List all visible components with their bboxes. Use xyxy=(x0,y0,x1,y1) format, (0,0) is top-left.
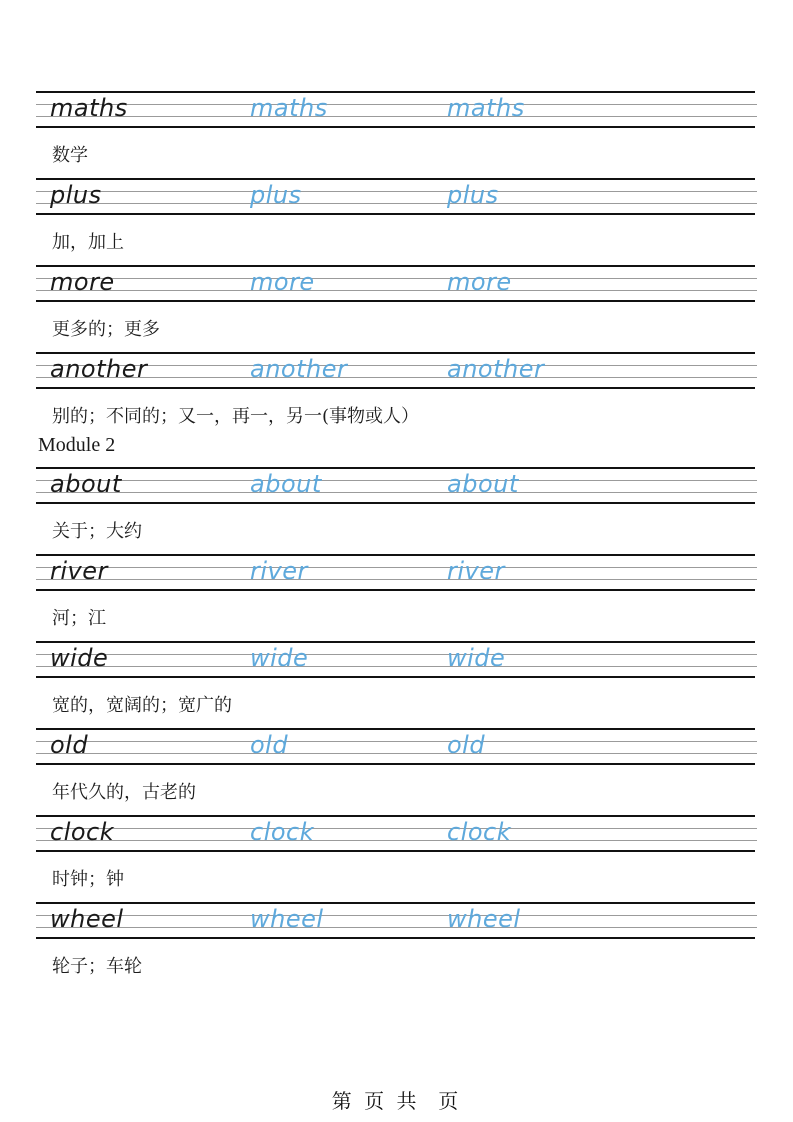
handwriting-guide xyxy=(36,554,755,591)
guide-line xyxy=(36,191,757,192)
vocab-word-trace-1: about xyxy=(250,470,322,498)
translation-text: 时钟；钟 xyxy=(52,869,124,890)
vocab-entry xyxy=(36,467,755,554)
translation-text: 关于；大约 xyxy=(52,521,142,542)
guide-line xyxy=(36,579,757,580)
vocab-word-trace-1: wheel xyxy=(250,905,324,933)
guide-line xyxy=(36,480,757,481)
vocab-word-trace-2: river xyxy=(447,557,505,585)
handwriting-guide xyxy=(36,641,755,678)
guide-line xyxy=(36,741,757,742)
vocab-word-trace-1: old xyxy=(250,731,289,759)
translation-text: 别的；不同的；又一，再一，另一(事物或人） xyxy=(52,406,420,427)
guide-line xyxy=(36,828,757,829)
vocab-entry xyxy=(36,265,755,352)
guide-line xyxy=(36,104,757,105)
guide-line xyxy=(36,915,757,916)
vocab-word-trace-2: maths xyxy=(447,94,525,122)
vocabulary-list xyxy=(36,91,755,989)
handwriting-guide xyxy=(36,91,755,128)
vocab-word: old xyxy=(50,731,89,759)
vocab-word-trace-2: wide xyxy=(447,644,506,672)
vocab-word: clock xyxy=(50,818,115,846)
vocab-word: wide xyxy=(50,644,109,672)
translation-text: 更多的；更多 xyxy=(52,319,160,340)
translation-text: 年代久的，古老的 xyxy=(52,782,196,803)
vocab-entry xyxy=(36,815,755,902)
guide-line xyxy=(36,567,757,568)
vocab-entry xyxy=(36,554,755,641)
vocab-word: more xyxy=(50,268,115,296)
guide-line xyxy=(36,927,757,928)
vocab-word-trace-2: more xyxy=(447,268,512,296)
vocab-word-trace-2: old xyxy=(447,731,486,759)
guide-line xyxy=(36,290,757,291)
guide-line xyxy=(36,492,757,493)
vocab-word-trace-2: plus xyxy=(447,181,499,209)
guide-line xyxy=(36,840,757,841)
guide-line xyxy=(36,116,757,117)
vocab-word-trace-1: more xyxy=(250,268,315,296)
vocab-word-trace-2: another xyxy=(447,355,545,383)
handwriting-guide xyxy=(36,265,755,302)
vocab-word: wheel xyxy=(50,905,124,933)
vocab-word: maths xyxy=(50,94,128,122)
handwriting-guide xyxy=(36,352,755,389)
handwriting-guide xyxy=(36,467,755,504)
vocab-word-trace-1: river xyxy=(250,557,308,585)
translation-text: 数学 xyxy=(52,145,88,166)
vocab-entry xyxy=(36,178,755,265)
translation-text: 宽的，宽阔的；宽广的 xyxy=(52,695,232,716)
vocab-word: plus xyxy=(50,181,102,209)
vocab-word-trace-1: plus xyxy=(250,181,302,209)
translation-text: 河；江 xyxy=(52,608,106,629)
handwriting-guide xyxy=(36,728,755,765)
vocab-word: river xyxy=(50,557,108,585)
vocab-word-trace-1: another xyxy=(250,355,348,383)
vocab-word-trace-1: wide xyxy=(250,644,309,672)
vocab-entry xyxy=(36,641,755,728)
vocab-word-trace-1: clock xyxy=(250,818,315,846)
translation-text: 轮子；车轮 xyxy=(52,956,142,977)
vocab-word-trace-1: maths xyxy=(250,94,328,122)
translation-text: 加，加上 xyxy=(52,232,124,253)
vocab-word-trace-2: wheel xyxy=(447,905,521,933)
guide-line xyxy=(36,654,757,655)
vocab-entry xyxy=(36,902,755,989)
guide-line xyxy=(36,753,757,754)
vocab-entry xyxy=(36,728,755,815)
guide-line xyxy=(36,203,757,204)
vocab-entry xyxy=(36,352,755,467)
vocab-word-trace-2: clock xyxy=(447,818,512,846)
vocab-entry xyxy=(36,91,755,178)
guide-line xyxy=(36,278,757,279)
handwriting-guide xyxy=(36,902,755,939)
page-footer: 第 页 共 页 xyxy=(331,1089,462,1113)
handwriting-guide xyxy=(36,815,755,852)
vocab-word: about xyxy=(50,470,122,498)
guide-line xyxy=(36,666,757,667)
module-heading: Module 2 xyxy=(38,434,116,456)
handwriting-guide xyxy=(36,178,755,215)
vocab-word-trace-2: about xyxy=(447,470,519,498)
vocab-word: another xyxy=(50,355,148,383)
